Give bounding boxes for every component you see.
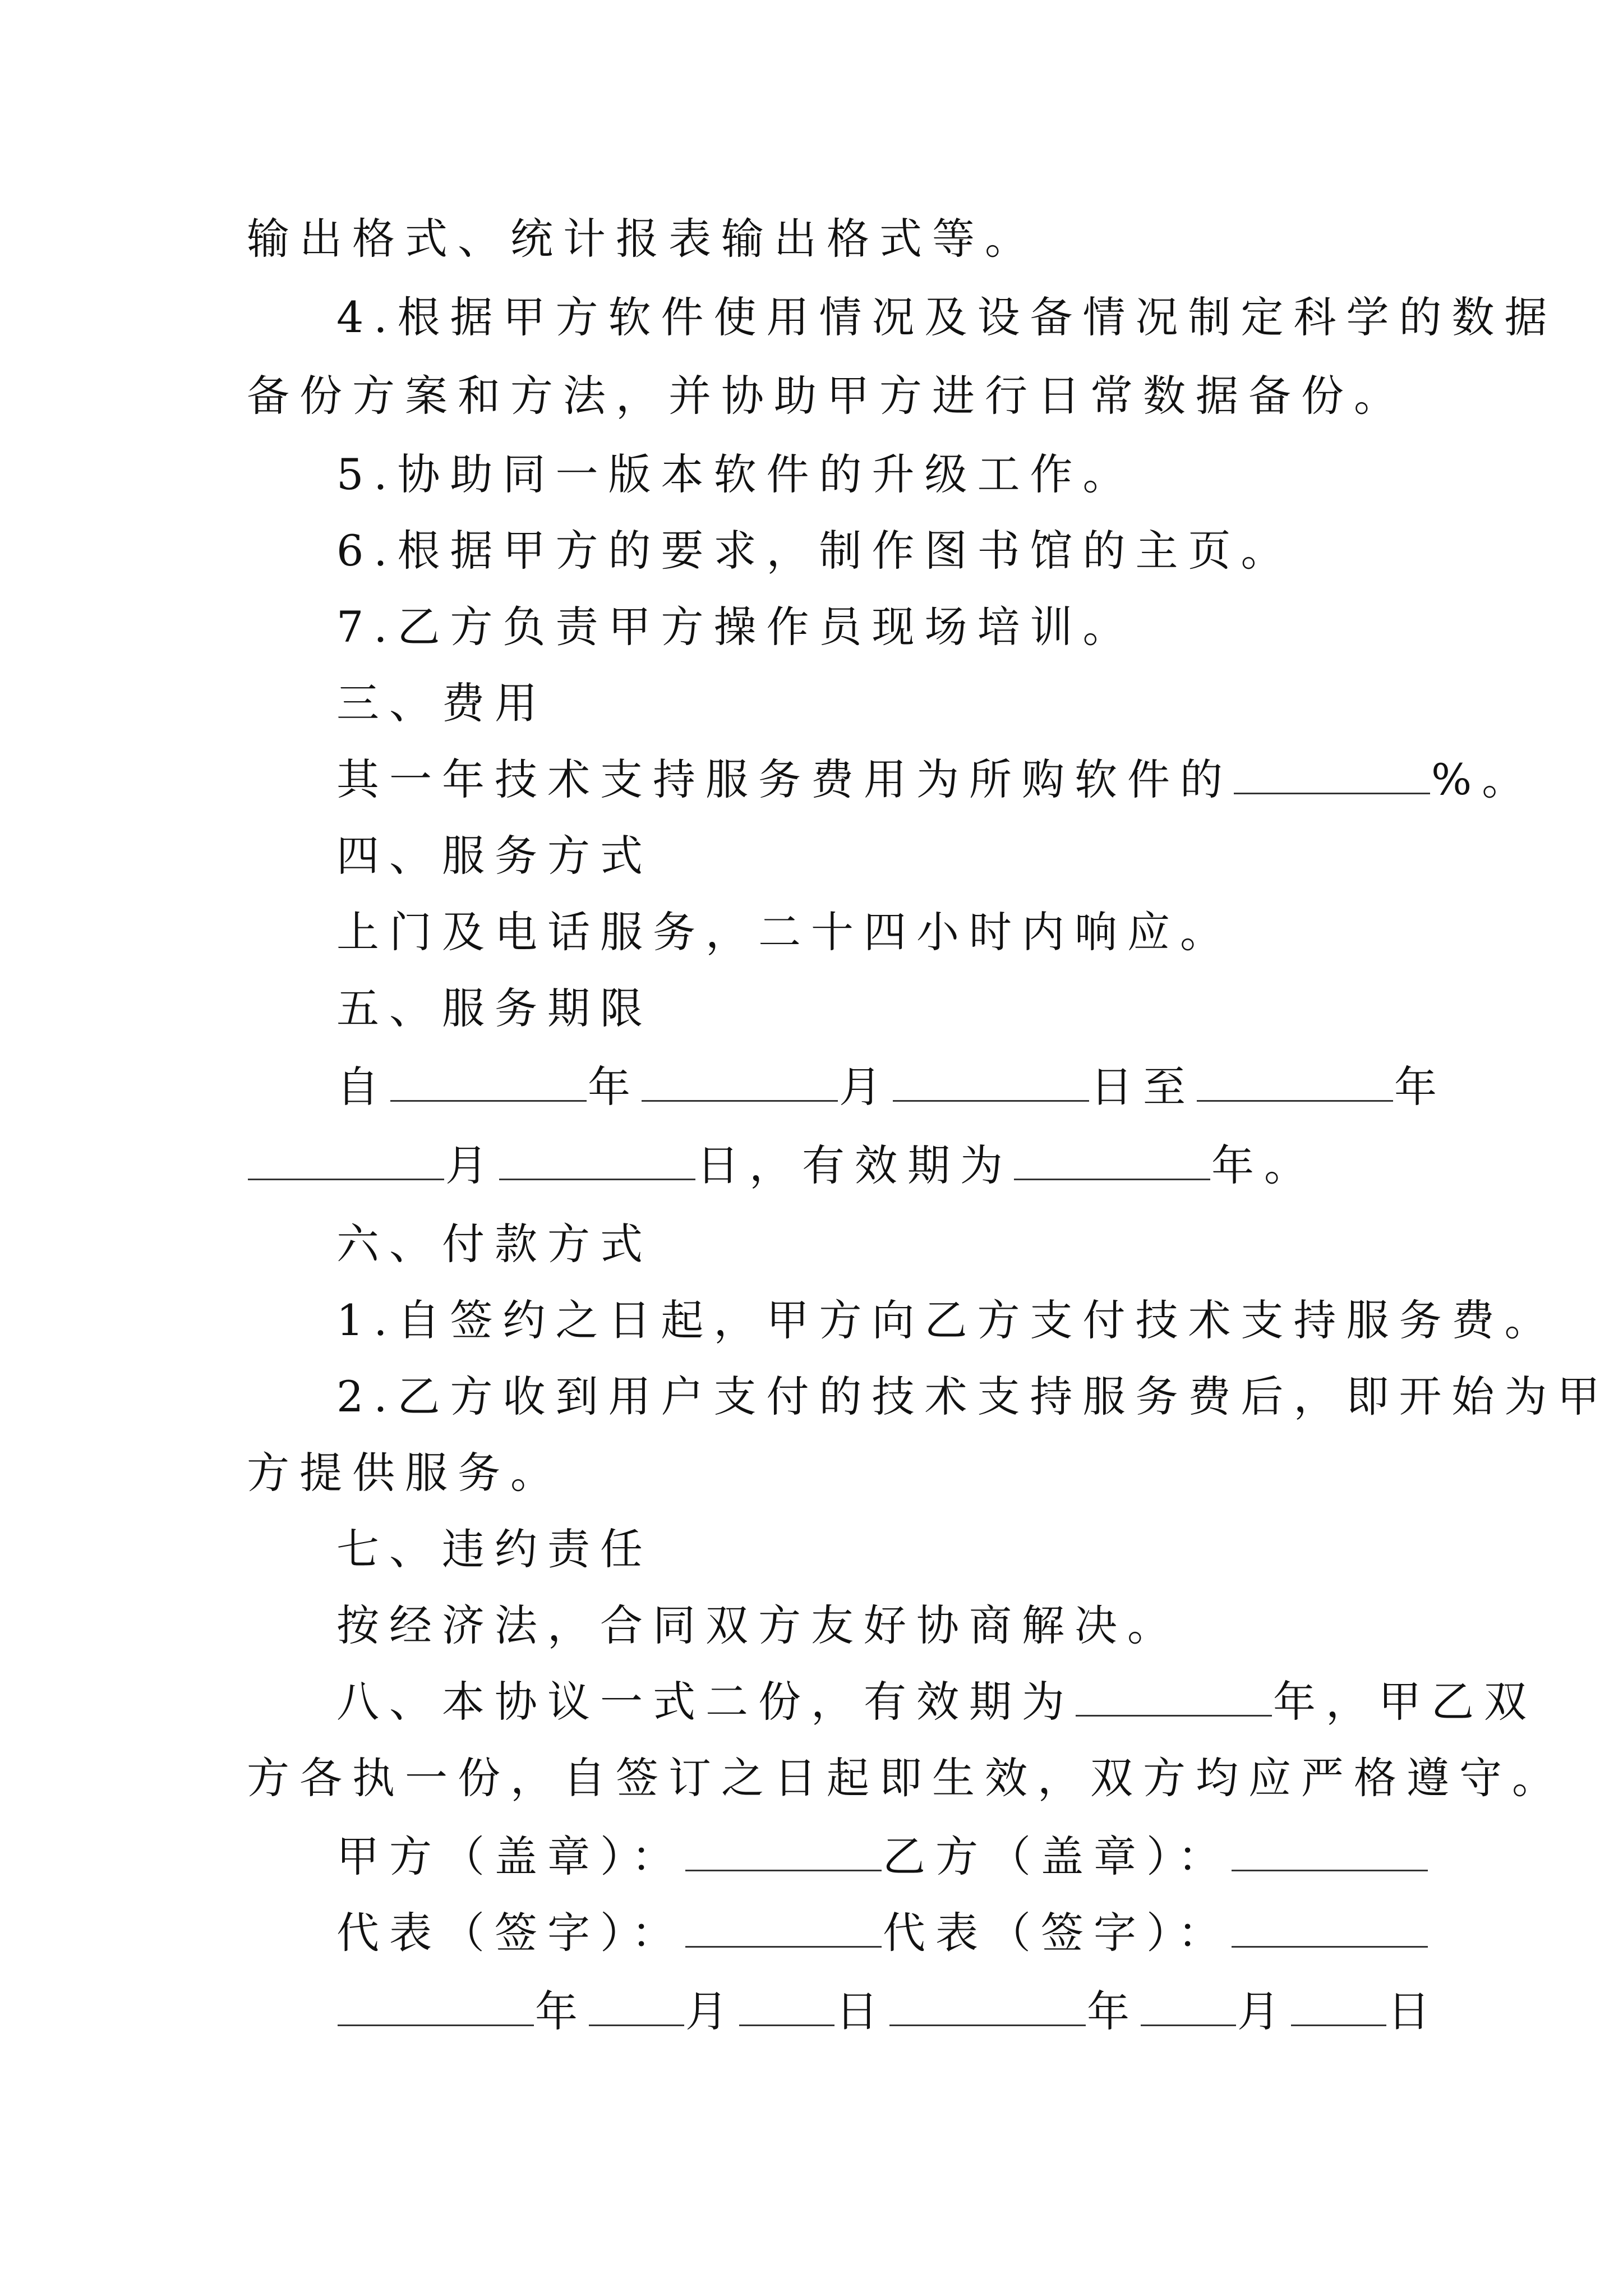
signature-date-row <box>336 1985 1481 2039</box>
day-to-label: 日至 <box>1090 1062 1196 1112</box>
signature-rep-row <box>336 1906 1481 1960</box>
start-month-blank <box>642 1064 838 1102</box>
paragraph-payment-1: 1.自签约之日起，甲方向乙方支付技术支持服务费。 <box>336 1295 1557 1345</box>
end-day-blank <box>499 1143 695 1180</box>
paragraph-payment-2-line-2: 方提供服务。 <box>247 1448 563 1498</box>
day-label: 日 <box>1387 1986 1440 2036</box>
date-b-day-blank <box>1291 1989 1386 2026</box>
year-label: 年 <box>588 1062 640 1112</box>
party-a-seal-label: 甲方（盖章）： <box>336 1832 684 1881</box>
date-a-month-blank <box>589 1989 684 2026</box>
year-end-label: 年。 <box>1211 1140 1317 1190</box>
heading-service-term: 五、服务期限 <box>336 983 653 1033</box>
paragraph-item-7: 7.乙方负责甲方操作员现场培训。 <box>336 602 1136 652</box>
heading-fees: 三、费用 <box>336 678 547 728</box>
year-label: 年 <box>1394 1062 1447 1112</box>
start-day-blank <box>893 1064 1089 1102</box>
date-a-year-blank <box>338 1989 534 2026</box>
year-label: 年 <box>1087 1986 1140 2036</box>
heading-breach: 七、违约责任 <box>336 1524 653 1574</box>
date-a-day-blank <box>739 1989 834 2026</box>
term-from-label: 自 <box>336 1062 389 1112</box>
paragraph-item-4-line-1: 4.根据甲方软件使用情况及设备情况制定科学的数据 <box>336 292 1557 342</box>
paragraph-copies-line-2: 方各执一份，自签订之日起即生效，双方均应严格遵守。 <box>247 1753 1565 1803</box>
end-year-blank <box>1197 1064 1393 1102</box>
copies-text: 八、本协议一式二份，有效期为 <box>336 1677 1075 1727</box>
heading-service-method: 四、服务方式 <box>336 831 653 881</box>
party-b-seal-label: 乙方（盖章）： <box>883 1832 1230 1881</box>
paragraph-item-6: 6.根据甲方的要求，制作图书馆的主页。 <box>336 526 1294 576</box>
month-label: 月 <box>685 1986 738 2036</box>
paragraph-output-format: 输出格式、统计报表输出格式等。 <box>247 214 1038 264</box>
day-label: 日 <box>836 1986 888 2036</box>
end-month-blank <box>248 1143 444 1180</box>
month-label: 月 <box>445 1140 498 1190</box>
start-year-blank <box>390 1064 587 1102</box>
paragraph-payment-2-line-1: 2.乙方收到用户支付的技术支持服务费后，即开始为甲 <box>336 1372 1610 1421</box>
party-a-seal-blank <box>685 1834 882 1871</box>
heading-payment: 六、付款方式 <box>336 1219 653 1269</box>
paragraph-breach: 按经济法，合同双方友好协商解决。 <box>336 1600 1180 1650</box>
year-label: 年 <box>535 1986 588 2036</box>
rep-a-blank <box>685 1910 882 1948</box>
signature-seal-row <box>336 1830 1481 1884</box>
paragraph-item-5: 5.协助同一版本软件的升级工作。 <box>336 449 1136 499</box>
paragraph-fee <box>336 753 1535 807</box>
paragraph-term-line-1 <box>336 1060 1481 1114</box>
date-b-month-blank <box>1141 1989 1236 2026</box>
day-valid-label: 日，有效期为 <box>697 1140 1013 1190</box>
rep-b-blank <box>1232 1910 1428 1948</box>
rep-a-label: 代表（签字）： <box>336 1908 684 1958</box>
month-label: 月 <box>1237 1986 1290 2036</box>
copies-suffix: 年，甲乙双 <box>1273 1677 1537 1727</box>
party-b-seal-blank <box>1232 1834 1428 1871</box>
paragraph-service-method: 上门及电话服务，二十四小时内响应。 <box>336 907 1233 957</box>
rep-b-label: 代表（签字）： <box>883 1908 1230 1958</box>
fee-percent-blank <box>1234 757 1430 794</box>
fee-text: 其一年技术支持服务费用为所购软件的 <box>336 754 1233 804</box>
paragraph-item-4-line-2: 备份方案和方法，并协助甲方进行日常数据备份。 <box>247 371 1407 421</box>
copies-validity-blank <box>1076 1679 1272 1717</box>
month-label: 月 <box>839 1062 892 1112</box>
fee-suffix: %。 <box>1431 754 1535 804</box>
paragraph-term-line-2 <box>247 1139 1391 1193</box>
paragraph-copies-line-1 <box>336 1675 1537 1729</box>
validity-years-blank <box>1014 1143 1210 1180</box>
date-b-year-blank <box>889 1989 1086 2026</box>
